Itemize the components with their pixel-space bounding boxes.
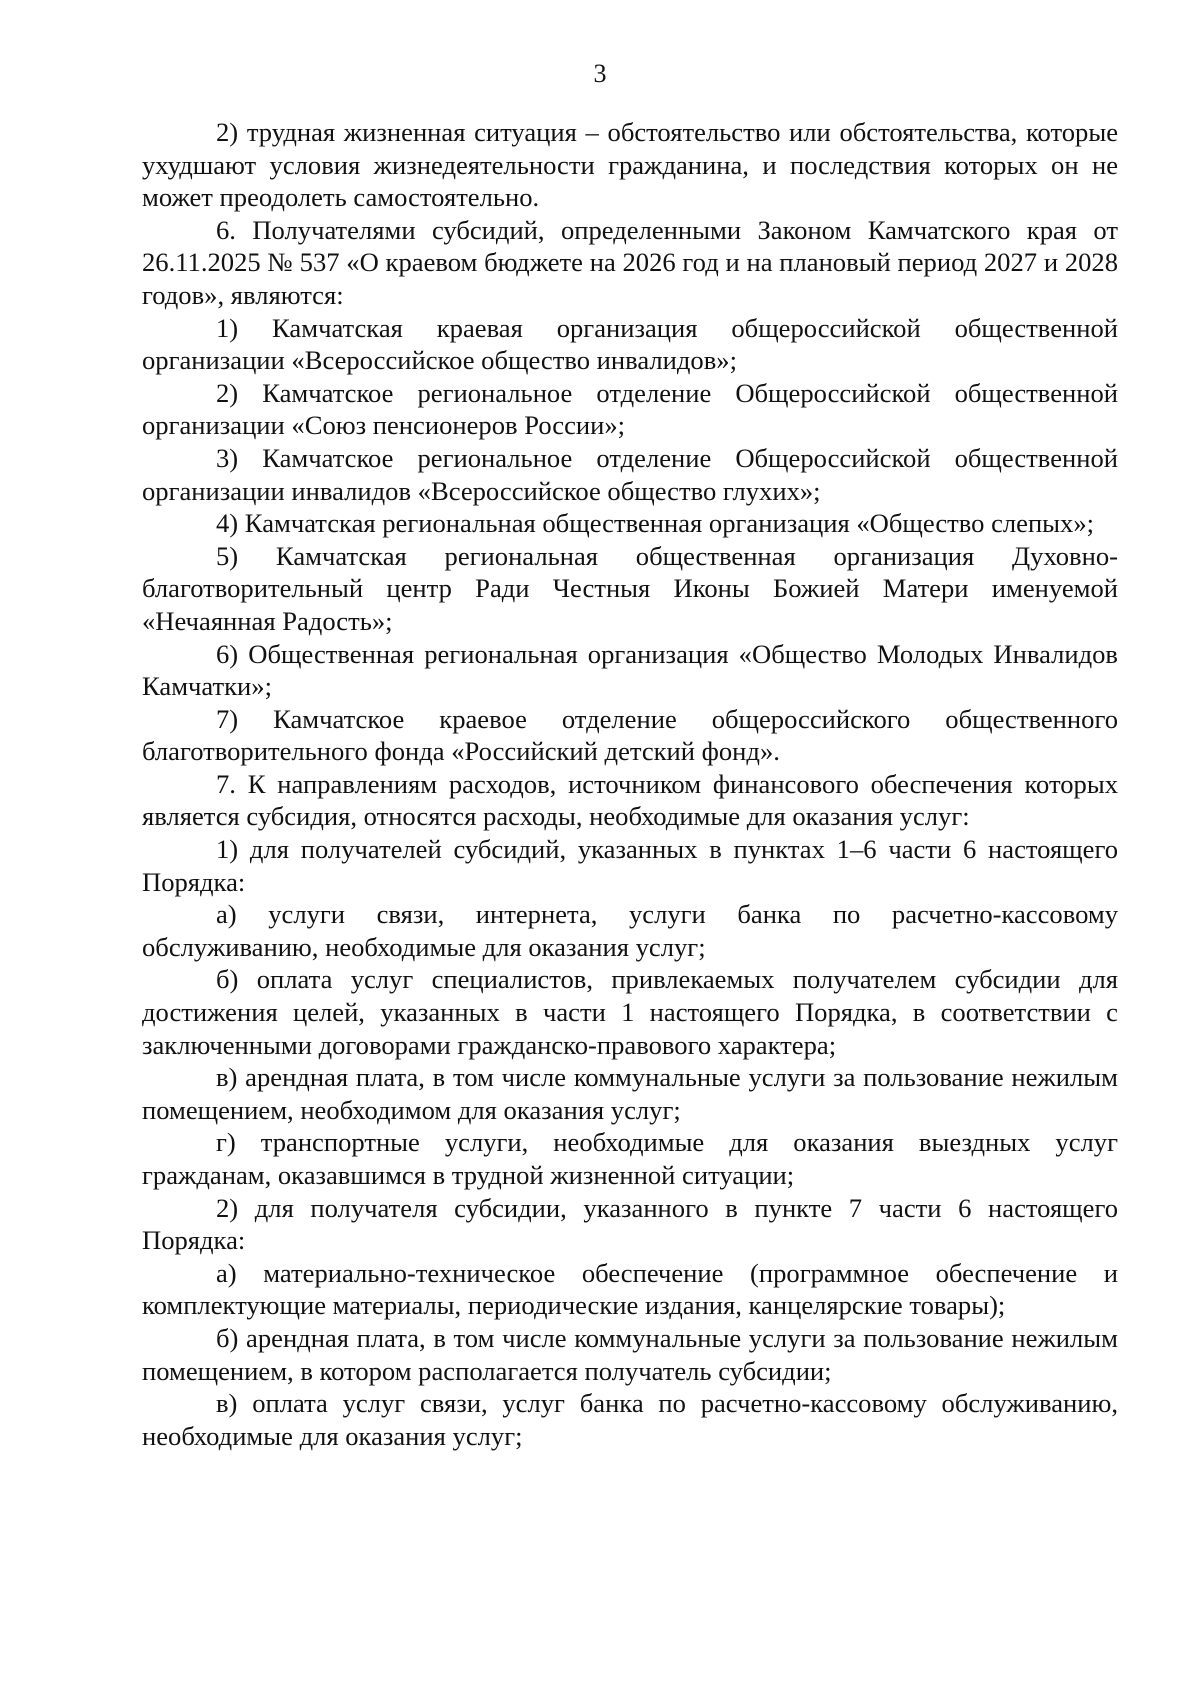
page-number: 3 xyxy=(593,59,607,88)
paragraph-15: г) транспортные услуги, необходимые для оказания выездных услуг гражданам, оказавшимся в трудной жизненной ситуации; xyxy=(142,1127,1118,1190)
paragraph-1: 2) трудная жизненная ситуация – обстоятельство или обстоятельства, которые ухудшают условия жизнедеятельности гражданина, и последствия которых он не может преодолеть самостоятельно. xyxy=(142,117,1118,213)
paragraph-14: в) арендная плата, в том числе коммунальные услуги за пользование нежилым помещением, необходимом для оказания услуг; xyxy=(142,1062,1118,1125)
document-body xyxy=(142,116,1118,1452)
paragraph-17: а) материально-техническое обеспечение (программное обеспечение и комплектующие материалы, периодические издания, канцелярские товары); xyxy=(142,1257,1118,1321)
paragraph-4: 2) Камчатское региональное отделение Общероссийской общественной организации «Союз пенсионеров России»; xyxy=(142,377,1118,441)
paragraph-3: 1) Камчатская краевая организация общероссийской общественной организации «Всероссийское общество инвалидов»; xyxy=(142,312,1118,376)
paragraph-10: 7. К направлениям расходов, источником финансового обеспечения которых является субсидия, относятся расходы, необходимые для оказания услуг: xyxy=(142,768,1118,832)
paragraph-5: 3) Камчатское региональное отделение Общероссийской общественной организации инвалидов «Всероссийское общество глухих»; xyxy=(142,442,1118,506)
paragraph-19: в) оплата услуг связи, услуг банка по расчетно-кассовому обслуживанию, необходимые для оказания услуг; xyxy=(142,1388,1118,1451)
paragraph-6: 4) Камчатская региональная общественная организация «Общество слепых»; xyxy=(216,508,1095,539)
paragraph-2: 6. Получателями субсидий, определенными Законом Камчатского края от 26.11.2025 № 537 «О краевом бюджете на 2026 год и на плановый период 2027 и 2028 годов», являются: xyxy=(142,214,1118,310)
paragraph-13: б) оплата услуг специалистов, привлекаемых получателем субсидии для достижения целей, указанных в части 1 настоящего Порядка, в соответствии с заключенными договорами гражданско-правового характера; xyxy=(142,964,1118,1060)
paragraph-18: б) арендная плата, в том числе коммунальные услуги за пользование нежилым помещением, в котором располагается получатель субсидии; xyxy=(142,1322,1118,1386)
paragraph-8: 6) Общественная региональная организация «Общество Молодых Инвалидов Камчатки»; xyxy=(142,638,1118,702)
paragraph-11: 1) для получателей субсидий, указанных в пунктах 1–6 части 6 настоящего Порядка: xyxy=(142,834,1118,897)
paragraph-12: а) услуги связи, интернета, услуги банка по расчетно-кассовому обслуживанию, необходимые для оказания услуг; xyxy=(142,899,1118,962)
paragraph-7: 5) Камчатская региональная общественная организация Духовно-благотворительный центр Ради Честныя Иконы Божией Матери именуемой «Нечаянная Радость»; xyxy=(142,540,1118,636)
paragraph-9: 7) Камчатское краевое отделение общероссийского общественного благотворительного фонда «Российский детский фонд». xyxy=(142,703,1118,767)
paragraph-16: 2) для получателя субсидии, указанного в пункте 7 части 6 настоящего Порядка: xyxy=(142,1192,1118,1256)
